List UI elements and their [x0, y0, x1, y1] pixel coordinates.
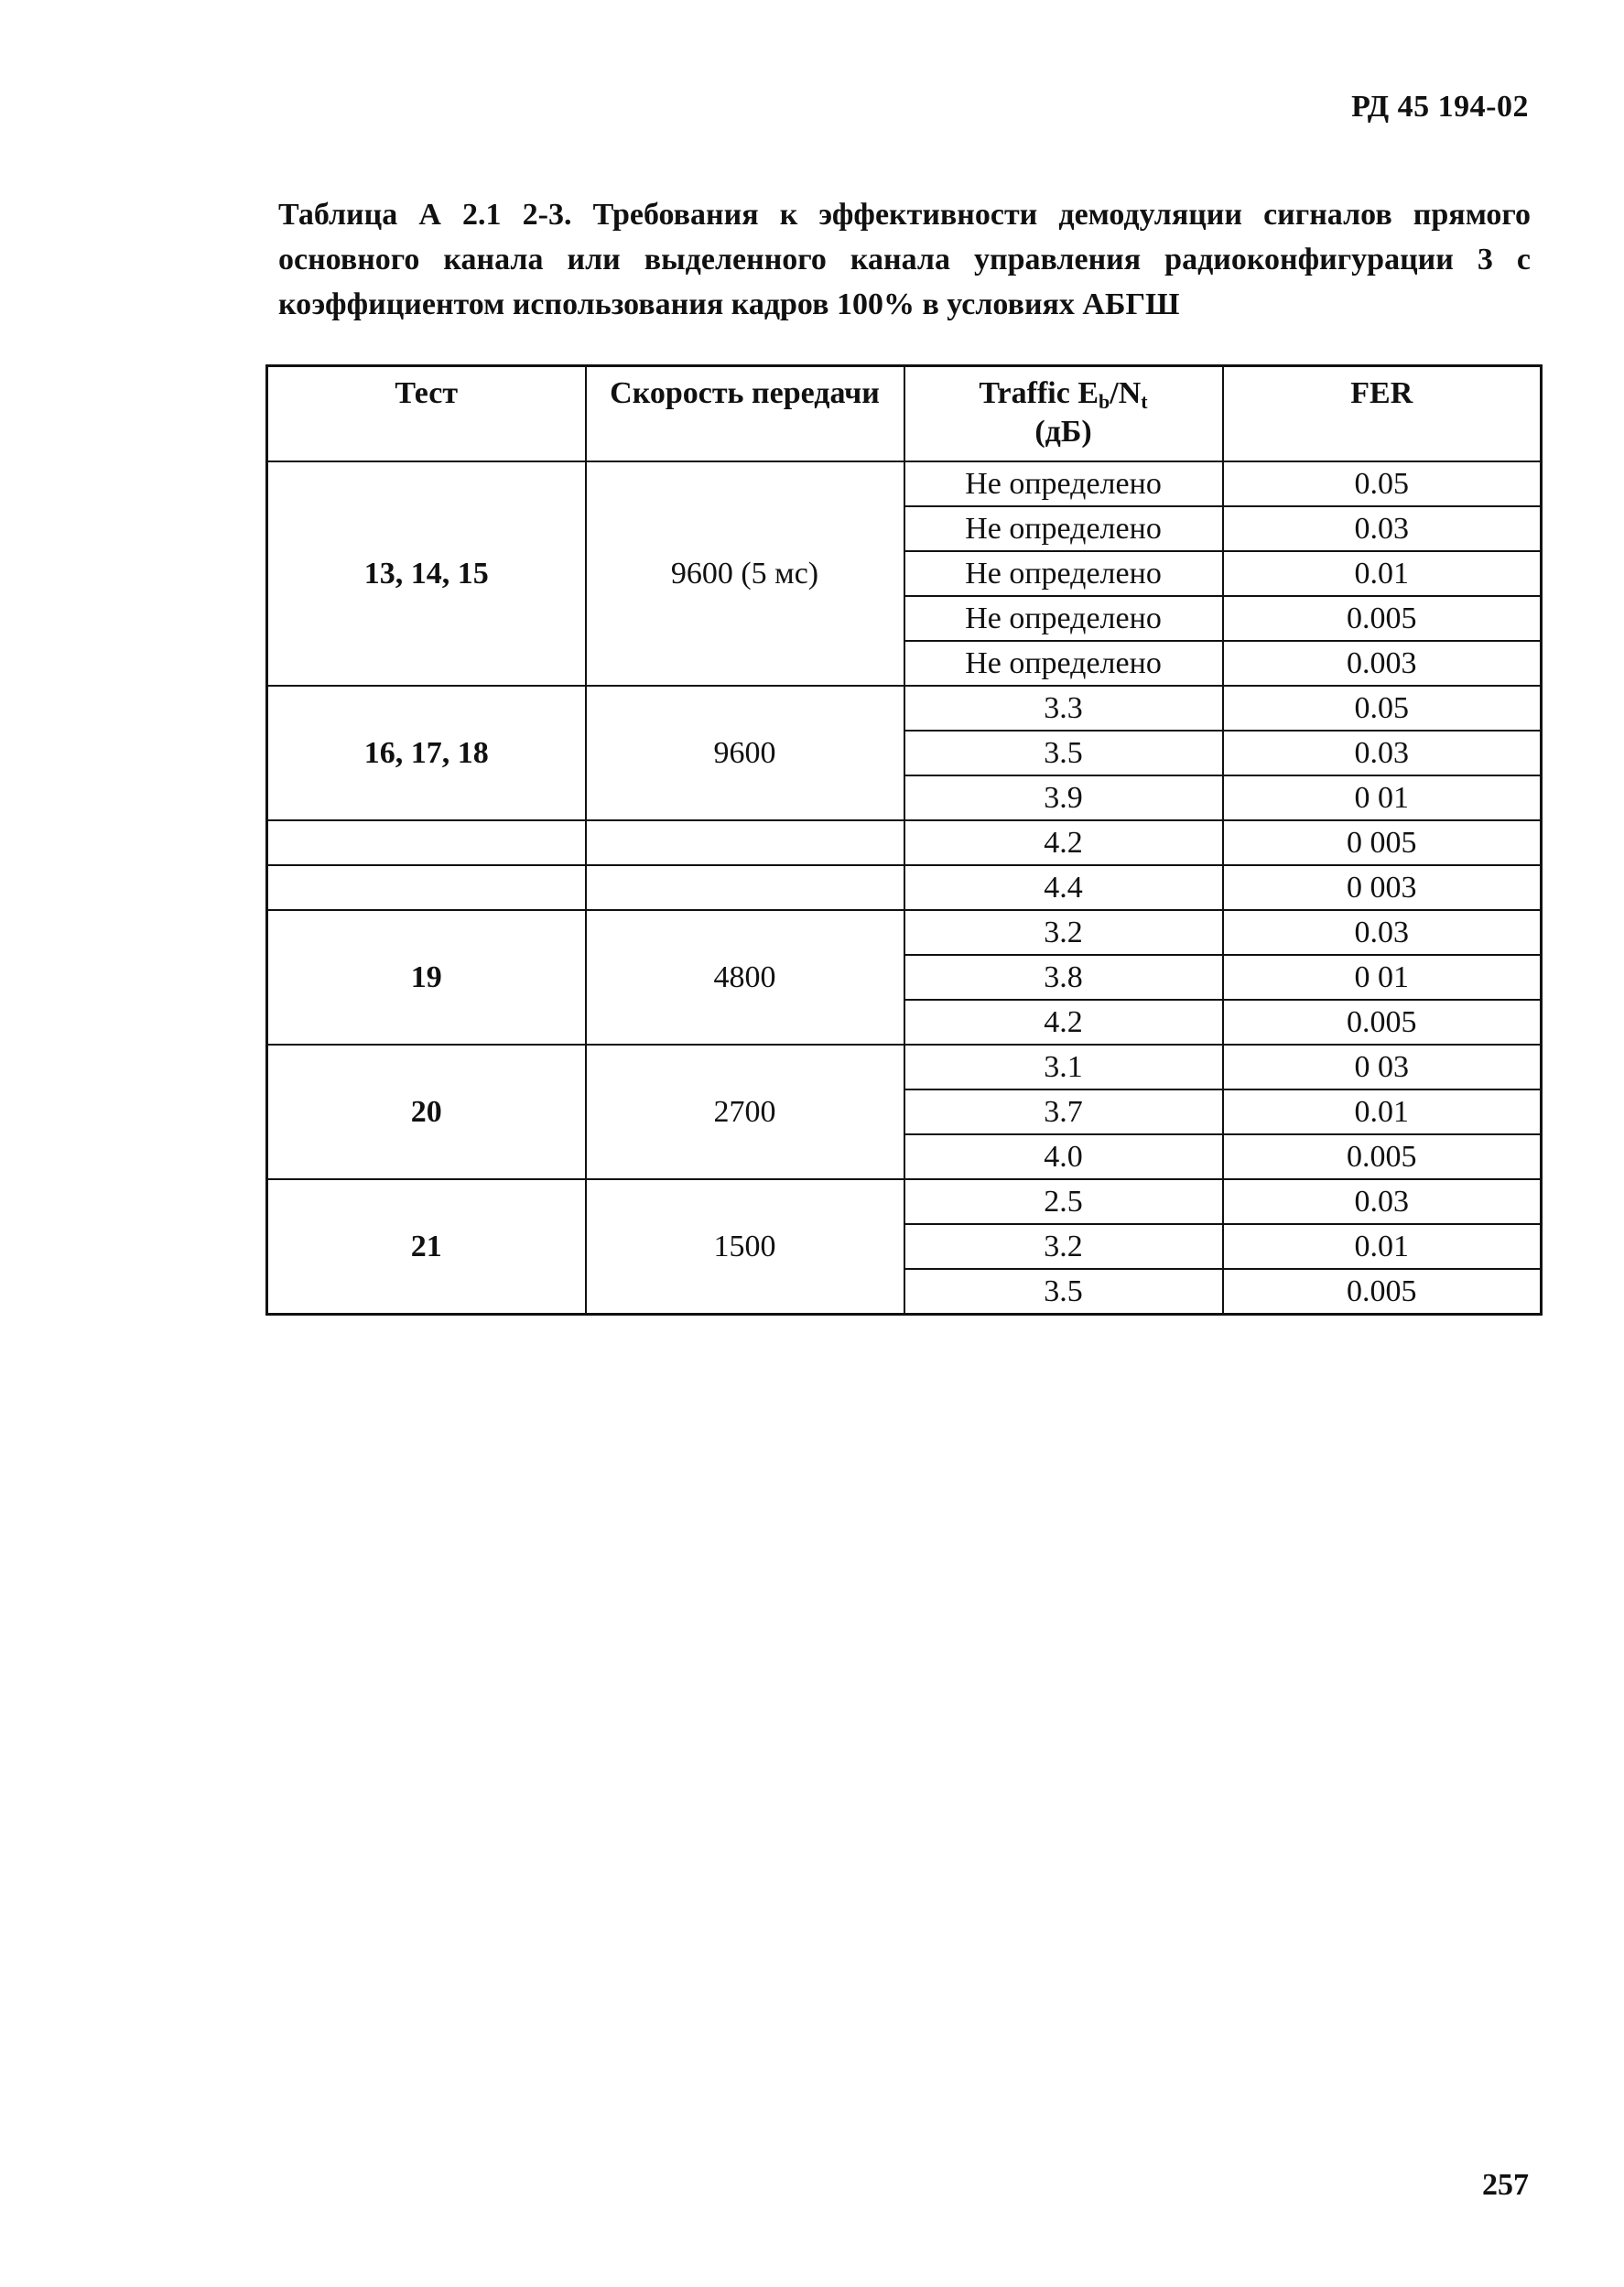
table-row [267, 910, 1542, 955]
cell-fer: 0.01 [1223, 1224, 1542, 1269]
cell-test [267, 865, 586, 910]
cell-test: 21 [267, 1179, 586, 1315]
header-traffic-sub-b: b [1099, 390, 1110, 413]
cell-fer: 0.005 [1223, 596, 1542, 641]
cell-fer: 0.005 [1223, 1000, 1542, 1045]
requirements-table [265, 364, 1543, 1316]
cell-test [267, 820, 586, 865]
cell-fer: 0.03 [1223, 1179, 1542, 1224]
cell-traffic: 2.5 [904, 1179, 1223, 1224]
table-body [267, 461, 1542, 1315]
cell-test: 20 [267, 1045, 586, 1179]
cell-fer: 0 003 [1223, 865, 1542, 910]
header-test: Тест [267, 366, 586, 462]
cell-speed [586, 865, 904, 910]
header-traffic-unit: (дБ) [1034, 415, 1092, 449]
cell-traffic: Не определено [904, 596, 1223, 641]
table-row [267, 865, 1542, 910]
cell-speed [586, 820, 904, 865]
cell-fer: 0.05 [1223, 686, 1542, 731]
cell-fer: 0.01 [1223, 1089, 1542, 1134]
cell-fer: 0.05 [1223, 461, 1542, 506]
cell-speed: 9600 [586, 686, 904, 820]
cell-fer: 0 005 [1223, 820, 1542, 865]
table-row [267, 1179, 1542, 1224]
table-caption: Таблица А 2.1 2-3. Требования к эффективности демодуляции сигналов прямого основного канала или выделенного канала управления радиоконфигурации 3 с коэффициентом использования кадров 100% в условиях АБГШ [278, 198, 1531, 321]
header-traffic-sub-t: t [1141, 390, 1148, 413]
cell-traffic: 3.8 [904, 955, 1223, 1000]
cell-traffic: Не определено [904, 551, 1223, 596]
table-row [267, 461, 1542, 506]
cell-speed: 1500 [586, 1179, 904, 1315]
cell-test: 19 [267, 910, 586, 1045]
header-traffic-main: Traffic E [979, 376, 1099, 410]
cell-traffic: 4.2 [904, 820, 1223, 865]
cell-fer: 0.03 [1223, 910, 1542, 955]
cell-traffic: Не определено [904, 641, 1223, 686]
table-row [267, 820, 1542, 865]
cell-fer: 0.01 [1223, 551, 1542, 596]
page-number: 257 [1482, 2168, 1529, 2202]
header-traffic-mid: /N [1110, 376, 1142, 410]
cell-traffic: Не определено [904, 506, 1223, 551]
requirements-table-container [265, 364, 1542, 1316]
cell-traffic: 4.4 [904, 865, 1223, 910]
cell-fer: 0.003 [1223, 641, 1542, 686]
cell-speed: 4800 [586, 910, 904, 1045]
cell-test: 16, 17, 18 [267, 686, 586, 820]
header-speed: Скорость передачи [586, 366, 904, 462]
cell-fer: 0 01 [1223, 775, 1542, 820]
cell-traffic: 3.5 [904, 731, 1223, 775]
table-row [267, 686, 1542, 731]
header-fer: FER [1223, 366, 1542, 462]
cell-fer: 0 03 [1223, 1045, 1542, 1089]
cell-fer: 0.005 [1223, 1134, 1542, 1179]
table-header-row [267, 366, 1542, 462]
cell-traffic: 4.0 [904, 1134, 1223, 1179]
cell-traffic: 3.9 [904, 775, 1223, 820]
cell-traffic: 3.1 [904, 1045, 1223, 1089]
cell-fer: 0.03 [1223, 731, 1542, 775]
cell-traffic: 3.2 [904, 1224, 1223, 1269]
header-traffic [904, 366, 1223, 462]
cell-traffic: 4.2 [904, 1000, 1223, 1045]
cell-fer: 0.005 [1223, 1269, 1542, 1315]
cell-speed: 9600 (5 мс) [586, 461, 904, 686]
cell-fer: 0 01 [1223, 955, 1542, 1000]
document-code: РД 45 194-02 [1351, 90, 1529, 124]
cell-test: 13, 14, 15 [267, 461, 586, 686]
cell-fer: 0.03 [1223, 506, 1542, 551]
cell-speed: 2700 [586, 1045, 904, 1179]
cell-traffic: 3.7 [904, 1089, 1223, 1134]
cell-traffic: 3.2 [904, 910, 1223, 955]
cell-traffic: 3.5 [904, 1269, 1223, 1315]
cell-traffic: 3.3 [904, 686, 1223, 731]
table-row [267, 1045, 1542, 1089]
cell-traffic: Не определено [904, 461, 1223, 506]
